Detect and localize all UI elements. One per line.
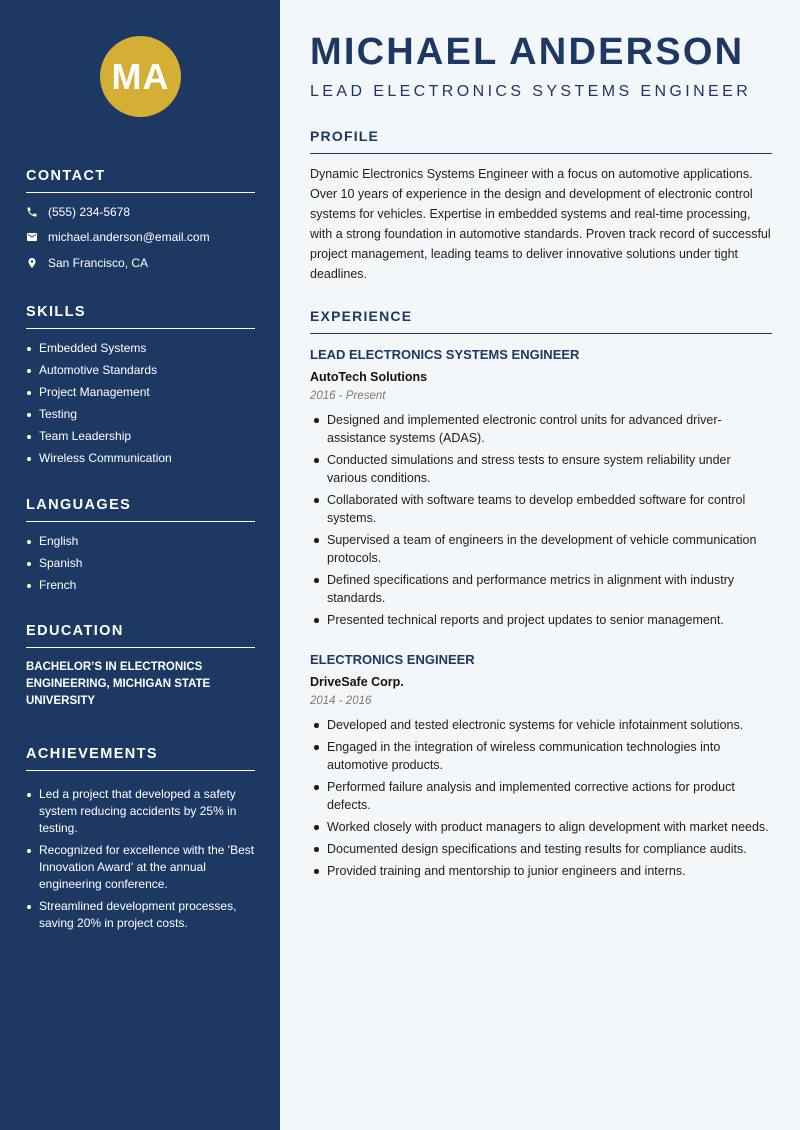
job-dates: 2016 - Present (310, 390, 386, 402)
achievements-heading: ACHIEVEMENTS (26, 746, 255, 771)
contact-list (26, 199, 255, 276)
job-company: DriveSafe Corp. (310, 675, 404, 689)
skill-item: Wireless Communication (26, 450, 255, 467)
job-entry (310, 347, 772, 633)
profile-text: Dynamic Electronics Systems Engineer with a focus on automotive applications. Over 10 years of experience in the design and development of electronic control systems for vehicles. Expertise in embedded systems and real-time processing, with a strong foundation in automotive standards. Proven track record of successful project management, leading teams to deliver innovative solutions under tight deadlines. (310, 167, 771, 281)
contact-heading: CONTACT (26, 168, 255, 193)
candidate-title: LEAD ELECTRONICS SYSTEMS ENGINEER (310, 83, 752, 100)
contact-phone-text[interactable]: (555) 234-5678 (48, 204, 131, 219)
contact-email-text[interactable]: michael.anderson@email.com (48, 230, 210, 245)
job-bullet: Supervised a team of engineers in the development of vehicle communication protocols. (310, 531, 772, 567)
job-bullet: Engaged in the integration of wireless communication technologies into automotive products. (310, 738, 772, 774)
skill-item: Project Management (26, 384, 255, 401)
skill-item: Team Leadership (26, 428, 255, 445)
achievement-item: Streamlined development processes, saving 20% in project costs. (26, 898, 255, 932)
contact-location-text: San Francisco, CA (48, 255, 149, 270)
job-bullet: Conducted simulations and stress tests to ensure system reliability under various conditions. (310, 451, 772, 487)
languages-heading: LANGUAGES (26, 497, 255, 522)
job-bullet: Developed and tested electronic systems for vehicle infotainment solutions. (310, 716, 772, 734)
skill-item: Testing (26, 406, 255, 423)
skills-list (26, 340, 255, 467)
experience-heading: EXPERIENCE (310, 308, 772, 334)
candidate-name: MICHAEL ANDERSON (310, 31, 745, 73)
location-pin-icon (26, 257, 38, 269)
job-bullet: Presented technical reports and project updates to senior management. (310, 611, 772, 629)
languages-list (26, 533, 255, 594)
job-company: AutoTech Solutions (310, 370, 428, 384)
job-bullet: Performed failure analysis and implemented corrective actions for product defects. (310, 778, 772, 814)
skills-section (26, 304, 255, 472)
profile-heading: PROFILE (310, 128, 772, 154)
job-bullet: Collaborated with software teams to develop embedded software for control systems. (310, 491, 772, 527)
language-item: French (26, 577, 255, 594)
avatar-initials: MA (100, 36, 181, 117)
language-item: Spanish (26, 555, 255, 572)
job-bullets (310, 716, 772, 880)
job-bullet: Designed and implemented electronic control units for advanced driver-assistance systems (ADAS). (310, 411, 772, 447)
email-icon (26, 231, 38, 243)
skills-heading: SKILLS (26, 304, 255, 329)
contact-section (26, 168, 255, 276)
job-bullet: Defined specifications and performance metrics in alignment with industry standards. (310, 571, 772, 607)
job-title: ELECTRONICS ENGINEER (310, 652, 475, 667)
achievements-section (26, 746, 255, 937)
languages-section (26, 497, 255, 599)
job-bullet: Provided training and mentorship to junior engineers and interns. (310, 862, 772, 880)
job-bullet: Worked closely with product managers to align development with market needs. (310, 818, 772, 836)
experience-section (310, 308, 772, 334)
achievement-item: Recognized for excellence with the 'Best Innovation Award' at the annual engineering conference. (26, 842, 255, 893)
skill-item: Embedded Systems (26, 340, 255, 357)
language-item: English (26, 533, 255, 550)
education-heading: EDUCATION (26, 623, 255, 648)
job-bullet: Documented design specifications and testing results for compliance audits. (310, 840, 772, 858)
contact-phone (26, 199, 255, 225)
contact-email (26, 225, 255, 251)
achievements-list (26, 786, 255, 932)
job-entry (310, 652, 772, 884)
job-bullets (310, 411, 772, 629)
skill-item: Automotive Standards (26, 362, 255, 379)
job-title: LEAD ELECTRONICS SYSTEMS ENGINEER (310, 347, 580, 362)
sidebar (0, 0, 280, 1130)
contact-location (26, 250, 255, 276)
education-degree: BACHELOR’S IN ELECTRONICS ENGINEERING, MICHIGAN STATE UNIVERSITY (26, 661, 211, 707)
achievement-item: Led a project that developed a safety system reducing accidents by 25% in testing. (26, 786, 255, 837)
job-dates: 2014 - 2016 (310, 695, 372, 707)
phone-icon (26, 206, 38, 218)
profile-section (310, 128, 772, 284)
education-section (26, 623, 255, 710)
